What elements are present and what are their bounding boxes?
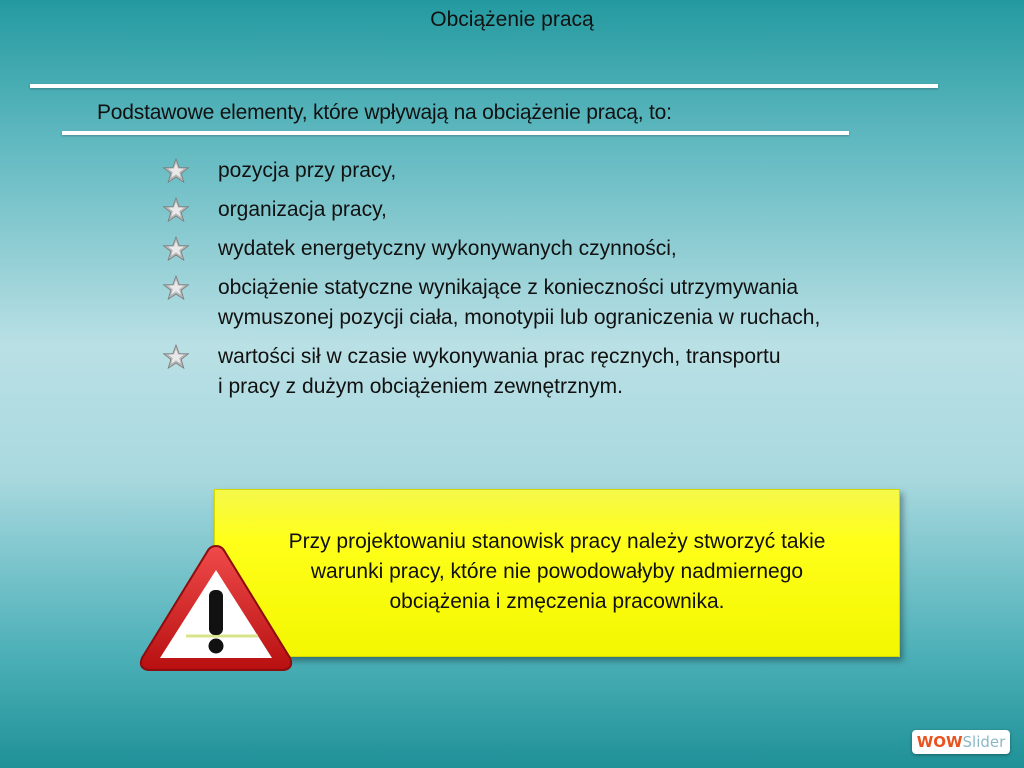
slide-title: Obciążenie pracą — [430, 8, 594, 31]
star-icon — [162, 235, 190, 263]
bullet-text: wydatek energetyczny wykonywanych czynności, — [218, 237, 677, 260]
list-item — [160, 273, 990, 333]
bullet-text: organizacja pracy, — [218, 198, 387, 221]
list-item — [160, 342, 990, 402]
notice-box — [214, 489, 900, 657]
notice-text: Przy projektowaniu stanowisk pracy należy stworzyć takie warunki pracy, które nie powodowałyby nadmiernego obciążenia i zmęczenia pracownika. — [288, 530, 826, 613]
watermark-slider: Slider — [962, 733, 1006, 751]
bullet-text: wartości sił w czasie wykonywania prac ręcznych, transportu i pracy z dużym obciążeniem zewnętrznym. — [218, 345, 781, 398]
star-icon — [162, 343, 190, 371]
bullet-text: pozycja przy pracy, — [218, 159, 397, 182]
star-icon — [162, 274, 190, 302]
watermark-wow: WOW — [916, 733, 963, 751]
slide-subtitle: Podstawowe elementy, które wpływają na obciążenie pracą, to: — [97, 101, 672, 124]
star-icon — [162, 196, 190, 224]
bullet-text: obciążenie statyczne wynikające z konieczności utrzymywania wymuszonej pozycji ciała, monotypii lub ograniczenia w ruchach, — [218, 276, 821, 329]
list-item — [160, 156, 990, 186]
list-item — [160, 195, 990, 225]
watermark-badge — [912, 730, 1010, 754]
star-icon — [162, 157, 190, 185]
warning-icon — [136, 540, 296, 675]
subtitle-divider — [62, 131, 849, 135]
title-divider — [30, 84, 938, 88]
list-item — [160, 234, 990, 264]
bullet-list — [160, 156, 990, 411]
